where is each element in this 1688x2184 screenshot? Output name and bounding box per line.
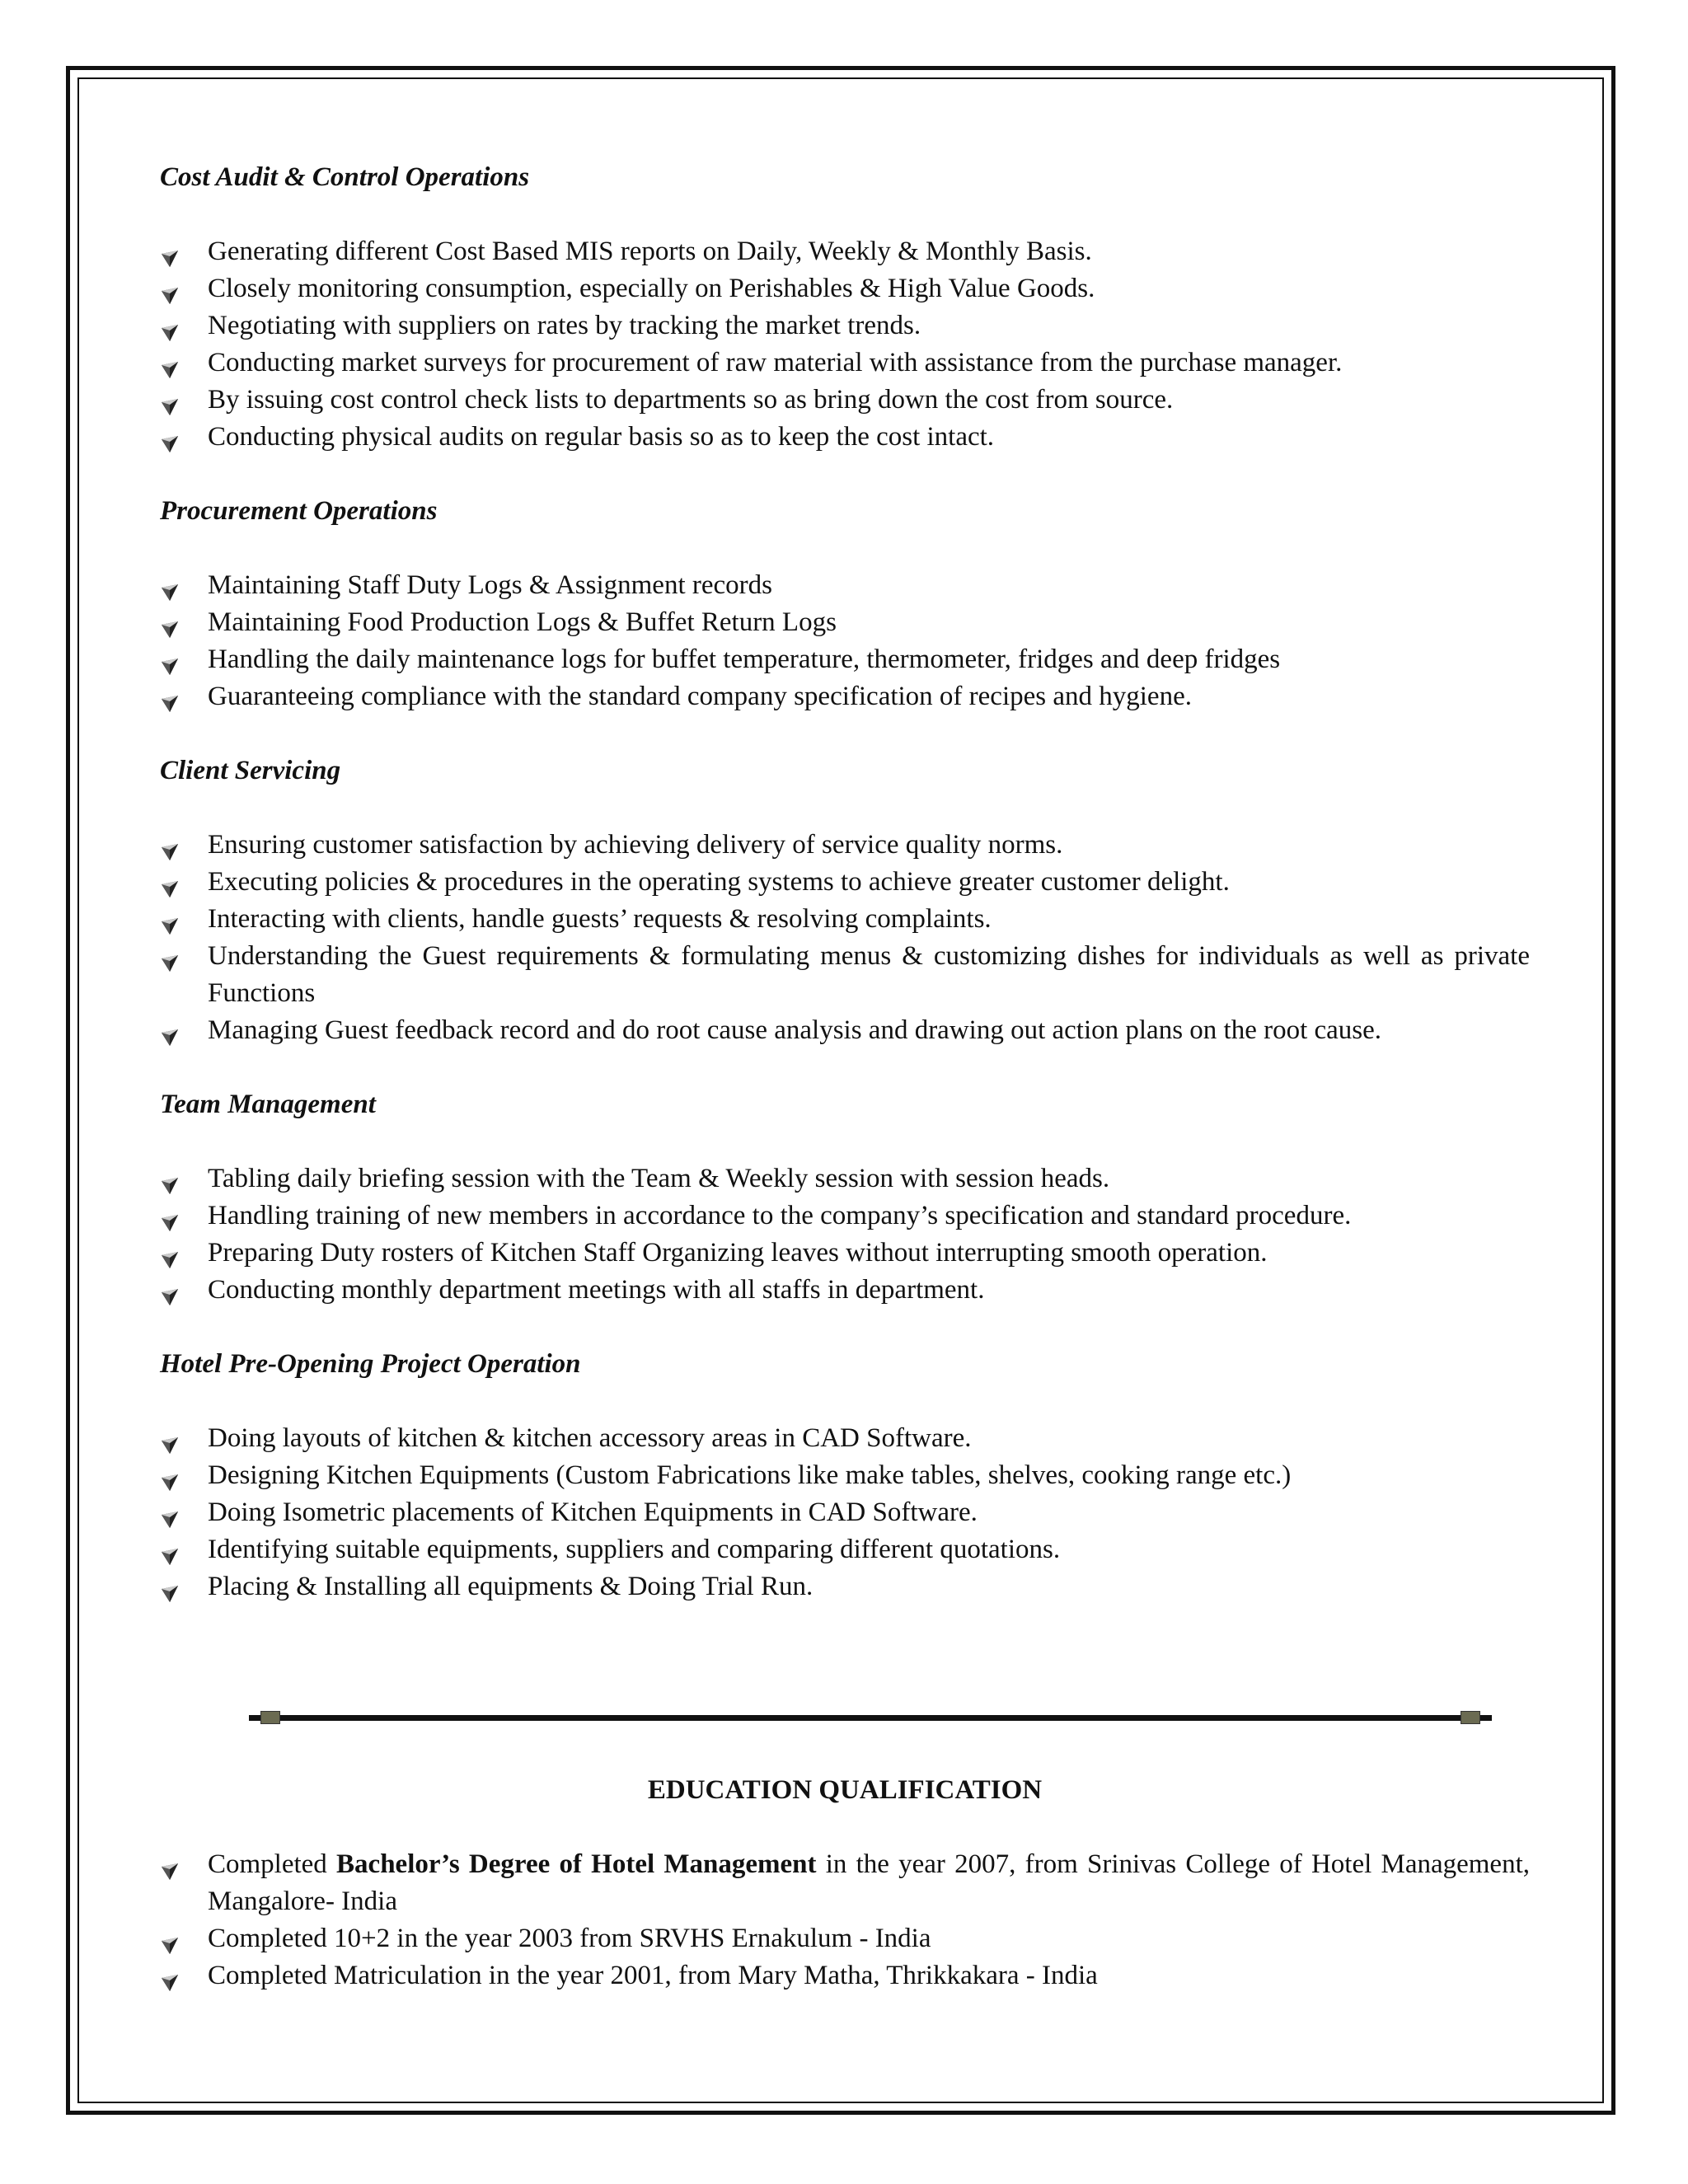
list-item: Handling training of new members in accordance to the company’s specification and standard procedure. xyxy=(160,1197,1530,1235)
list-item: Executing policies & procedures in the operating systems to achieve greater customer delight. xyxy=(160,864,1530,901)
degree-suffix: in the year 2007, from Srinivas College of Hotel Management, Mangalore- India xyxy=(208,1849,1530,1916)
list-item: Conducting market surveys for procurement of raw material with assistance from the purchase manager. xyxy=(160,344,1530,382)
arrowhead-bullet-icon xyxy=(160,1503,180,1523)
arrowhead-bullet-icon xyxy=(160,1169,180,1189)
arrowhead-bullet-icon xyxy=(160,1966,180,1986)
arrowhead-bullet-icon xyxy=(160,242,180,262)
list-item: Completed 10+2 in the year 2003 from SRVHS Ernakulum - India xyxy=(160,1920,1530,1957)
section-title-cost-audit: Cost Audit & Control Operations xyxy=(160,162,530,192)
arrowhead-bullet-icon xyxy=(160,576,180,596)
section-title-team-management: Team Management xyxy=(160,1090,376,1119)
list-item: Doing layouts of kitchen & kitchen accessory areas in CAD Software. xyxy=(160,1420,1530,1457)
section-divider xyxy=(249,1711,1492,1724)
education-list xyxy=(160,1846,1530,1994)
divider-line xyxy=(249,1715,1492,1721)
list-item: Tabling daily briefing session with the Team & Weekly session with session heads. xyxy=(160,1160,1530,1197)
list-item: Managing Guest feedback record and do root cause analysis and drawing out action plans on the root cause. xyxy=(160,1012,1530,1049)
arrowhead-bullet-icon xyxy=(160,354,180,373)
arrowhead-bullet-icon xyxy=(160,1929,180,1949)
list-item: Guaranteeing compliance with the standard company specification of recipes and hygiene. xyxy=(160,678,1530,715)
list-item: Conducting monthly department meetings with all staffs in department. xyxy=(160,1272,1530,1309)
arrowhead-bullet-icon xyxy=(160,1577,180,1597)
section-list-team-management xyxy=(160,1160,1530,1309)
arrowhead-bullet-icon xyxy=(160,1429,180,1449)
arrowhead-bullet-icon xyxy=(160,1855,180,1875)
arrowhead-bullet-icon xyxy=(160,1466,180,1486)
arrowhead-bullet-icon xyxy=(160,279,180,299)
list-item: Maintaining Staff Duty Logs & Assignment records xyxy=(160,567,1530,604)
arrowhead-bullet-icon xyxy=(160,650,180,670)
list-item: Negotiating with suppliers on rates by tracking the market trends. xyxy=(160,307,1530,344)
arrowhead-bullet-icon xyxy=(160,613,180,633)
list-item: Placing & Installing all equipments & Doing Trial Run. xyxy=(160,1568,1530,1605)
section-list-client-servicing xyxy=(160,827,1530,1049)
list-item: Designing Kitchen Equipments (Custom Fabrications like make tables, shelves, cooking range etc.) xyxy=(160,1457,1530,1494)
arrowhead-bullet-icon xyxy=(160,873,180,893)
list-item: Identifying suitable equipments, suppliers and comparing different quotations. xyxy=(160,1531,1530,1568)
list-item: Interacting with clients, handle guests’ requests & resolving complaints. xyxy=(160,901,1530,938)
list-item xyxy=(160,1846,1530,1920)
resume-sections xyxy=(160,159,1530,1643)
arrowhead-bullet-icon xyxy=(160,316,180,336)
arrowhead-bullet-icon xyxy=(160,1540,180,1560)
section-title-pre-opening: Hotel Pre-Opening Project Operation xyxy=(160,1349,581,1379)
list-item: Handling the daily maintenance logs for buffet temperature, thermometer, fridges and deep fridges xyxy=(160,641,1530,678)
list-item: Closely monitoring consumption, especially on Perishables & High Value Goods. xyxy=(160,270,1530,307)
education-title: EDUCATION QUALIFICATION xyxy=(647,1775,1043,1805)
arrowhead-bullet-icon xyxy=(160,1281,180,1301)
list-item: Generating different Cost Based MIS reports on Daily, Weekly & Monthly Basis. xyxy=(160,233,1530,270)
degree-prefix: Completed xyxy=(208,1849,337,1879)
section-title-procurement: Procurement Operations xyxy=(160,496,438,526)
arrowhead-bullet-icon xyxy=(160,1207,180,1226)
list-item: Completed Matriculation in the year 2001, from Mary Matha, Thrikkakara - India xyxy=(160,1957,1530,1994)
section-list-cost-audit xyxy=(160,233,1530,456)
arrowhead-bullet-icon xyxy=(160,1244,180,1263)
divider-knob-right xyxy=(1461,1711,1480,1724)
arrowhead-bullet-icon xyxy=(160,428,180,448)
arrowhead-bullet-icon xyxy=(160,836,180,855)
degree-name: Bachelor’s Degree of Hotel Management xyxy=(336,1849,817,1879)
list-item: Doing Isometric placements of Kitchen Equipments in CAD Software. xyxy=(160,1494,1530,1531)
section-list-procurement xyxy=(160,567,1530,715)
list-item: By issuing cost control check lists to departments so as bring down the cost from source. xyxy=(160,382,1530,419)
arrowhead-bullet-icon xyxy=(160,947,180,967)
divider-knob-left xyxy=(260,1711,280,1724)
list-item: Ensuring customer satisfaction by achieving delivery of service quality norms. xyxy=(160,827,1530,864)
arrowhead-bullet-icon xyxy=(160,910,180,930)
section-list-pre-opening xyxy=(160,1420,1530,1605)
list-item: Understanding the Guest requirements & formulating menus & customizing dishes for individuals as well as private Functions xyxy=(160,938,1530,1012)
section-title-client-servicing: Client Servicing xyxy=(160,756,341,785)
list-item: Conducting physical audits on regular basis so as to keep the cost intact. xyxy=(160,419,1530,456)
arrowhead-bullet-icon xyxy=(160,391,180,410)
arrowhead-bullet-icon xyxy=(160,1021,180,1041)
list-item: Maintaining Food Production Logs & Buffet Return Logs xyxy=(160,604,1530,641)
arrowhead-bullet-icon xyxy=(160,687,180,707)
list-item: Preparing Duty rosters of Kitchen Staff Organizing leaves without interrupting smooth operation. xyxy=(160,1235,1530,1272)
